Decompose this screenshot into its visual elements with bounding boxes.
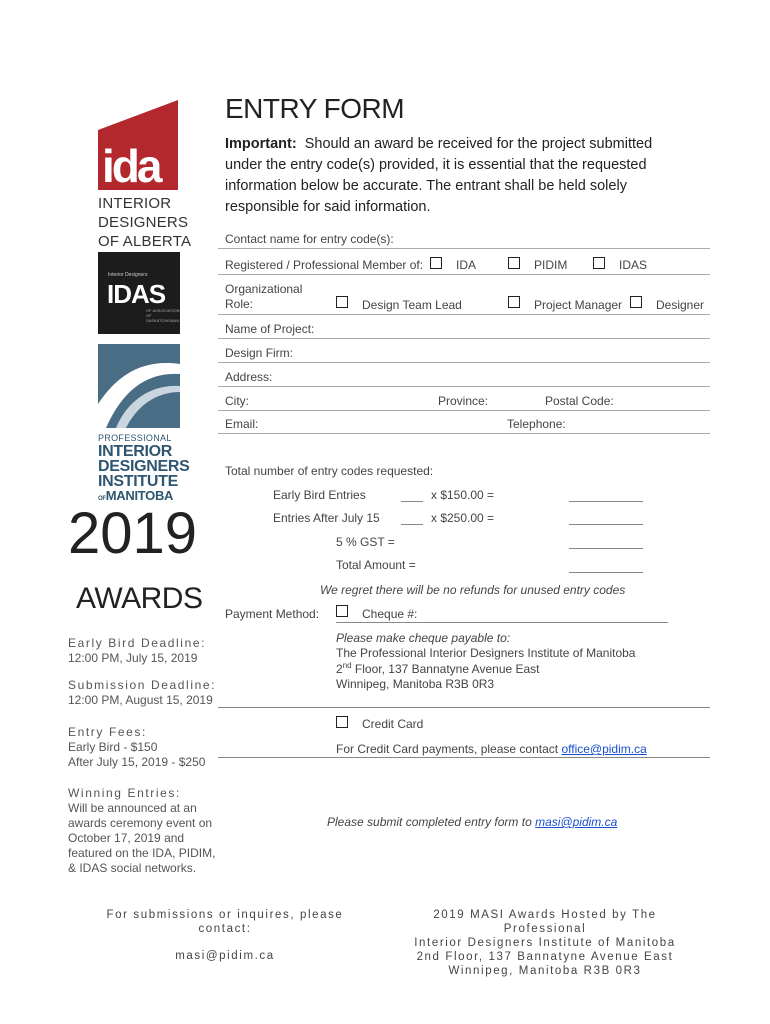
winning-entries-line: & IDAS social networks. — [68, 861, 197, 875]
payee-line: Winnipeg, Manitoba R3B 0R3 — [336, 677, 495, 691]
role-project-manager-label: Project Manager — [534, 298, 623, 312]
footer-host-line: 2019 MASI Awards Hosted by The Professional — [433, 909, 657, 935]
important-text: Should an award be received for the project submitted under the entry code(s) provided, it is essential that the requested information below be accurate. The entrant shall be held solely responsible for said information. — [225, 136, 653, 215]
footer-host — [395, 908, 695, 978]
after-entries-label: Entries After July 15 — [273, 511, 380, 525]
postal-code-label: Postal Code: — [545, 394, 614, 408]
member-ida-checkbox[interactable] — [430, 257, 442, 269]
payee-line: The Professional Interior Designers Institute of Manitoba — [336, 646, 636, 660]
early-bird-entries-label: Early Bird Entries — [273, 488, 366, 502]
form-title: ENTRY FORM — [225, 93, 405, 124]
ida-logo-line: DESIGNERS — [98, 214, 189, 231]
gst-label: 5 % GST = — [336, 535, 395, 549]
telephone-label: Telephone: — [507, 417, 566, 431]
footer-contact-email[interactable]: masi@pidim.ca — [175, 950, 275, 962]
design-firm-field[interactable] — [218, 362, 710, 363]
address-field[interactable] — [218, 386, 710, 387]
early-bird-deadline — [68, 636, 206, 666]
credit-card-checkbox[interactable] — [336, 716, 348, 728]
role-label-line: Organizational — [225, 282, 303, 296]
total-amount-label: Total Amount = — [336, 558, 416, 572]
submission-deadline-heading: Submission Deadline: — [68, 678, 217, 692]
city-label: City: — [225, 394, 249, 408]
role-project-manager-checkbox[interactable] — [508, 296, 520, 308]
cheque-checkbox[interactable] — [336, 605, 348, 617]
member-ida-label: IDA — [456, 258, 477, 272]
cheque-number-field[interactable] — [336, 622, 668, 623]
project-name-field[interactable] — [218, 338, 710, 339]
pidim-logo-text — [98, 432, 190, 506]
payee-line — [336, 661, 540, 676]
ida-logo-line: INTERIOR — [98, 195, 172, 212]
member-label: Registered / Professional Member of: — [225, 258, 424, 272]
footer-contact-heading: For submissions or inquires, please contact: — [106, 909, 344, 935]
important-label: Important: — [225, 136, 297, 152]
divider — [218, 707, 710, 708]
early-bird-price: x $150.00 = — [431, 488, 495, 502]
payment-method-label: Payment Method: — [225, 607, 320, 621]
year-heading: 2019 — [68, 501, 198, 566]
submission-deadline-value: 12:00 PM, August 15, 2019 — [68, 693, 213, 707]
credit-card-info — [336, 742, 647, 756]
footer-host-line: Interior Designers Institute of Manitoba — [414, 937, 676, 949]
cheque-label: Cheque #: — [362, 607, 418, 621]
footer-contact — [80, 908, 370, 963]
early-bird-total-field[interactable] — [569, 501, 643, 502]
entry-fees-line: After July 15, 2019 - $250 — [68, 755, 206, 769]
project-name-label: Name of Project: — [225, 322, 315, 336]
submit-text: Please submit completed entry form to — [327, 815, 536, 829]
pidim-logo-line: INTERIOR — [98, 443, 173, 460]
payee-line2-suffix: nd — [342, 661, 352, 670]
member-idas-checkbox[interactable] — [593, 257, 605, 269]
ida-logo-text — [98, 194, 191, 251]
after-price: x $250.00 = — [431, 511, 495, 525]
gst-field[interactable] — [569, 548, 643, 549]
pidim-logo-line: MANITOBA — [105, 488, 174, 503]
credit-card-label: Credit Card — [362, 717, 424, 731]
early-bird-qty-field[interactable] — [401, 501, 423, 502]
winning-entries-line: Will be announced at an — [68, 801, 197, 815]
winning-entries-line: featured on the IDA, PIDIM, — [68, 846, 216, 860]
idas-logo-small: Interior Designers — [108, 272, 148, 278]
after-qty-field[interactable] — [401, 524, 423, 525]
divider — [218, 314, 710, 315]
pidim-logo-of: OF — [98, 496, 106, 502]
early-bird-deadline-value: 12:00 PM, July 15, 2019 — [68, 651, 198, 665]
role-designer-checkbox[interactable] — [630, 296, 642, 308]
member-idas-label: IDAS — [619, 258, 648, 272]
city-field[interactable] — [218, 410, 710, 411]
cheque-payable-label: Please make cheque payable to: — [336, 631, 511, 645]
member-pidim-checkbox[interactable] — [508, 257, 520, 269]
important-notice — [225, 134, 685, 218]
contact-name-label: Contact name for entry code(s): — [225, 232, 394, 246]
entry-fees — [68, 725, 205, 770]
payee-line2-rest: Floor, 137 Bannatyne Avenue East — [351, 662, 540, 676]
role-label-line: Role: — [225, 297, 254, 311]
ida-logo — [98, 100, 178, 190]
after-total-field[interactable] — [569, 524, 643, 525]
divider — [218, 274, 710, 275]
credit-card-text: For Credit Card payments, please contact — [336, 742, 562, 756]
ida-logo-line: OF ALBERTA — [98, 233, 192, 250]
awards-heading: AWARDS — [76, 582, 203, 615]
entry-fees-heading: Entry Fees: — [68, 725, 147, 739]
winning-entries-line: awards ceremony event on — [68, 816, 213, 830]
credit-card-email-link[interactable]: office@pidim.ca — [561, 742, 647, 756]
idas-logo-sub: OF ASSOCIATION OF SASKATCHEWAN — [146, 308, 180, 323]
early-bird-deadline-heading: Early Bird Deadline: — [68, 636, 207, 650]
role-design-team-lead-label: Design Team Lead — [362, 298, 462, 312]
entry-fees-line: Early Bird - $150 — [68, 740, 158, 754]
submit-instructions — [327, 815, 617, 829]
pidim-logo — [98, 344, 180, 428]
winning-entries-line: October 17, 2019 and — [68, 831, 185, 845]
member-pidim-label: PIDIM — [534, 258, 568, 272]
role-design-team-lead-checkbox[interactable] — [336, 296, 348, 308]
pidim-logo-line: DESIGNERS — [98, 458, 190, 475]
design-firm-label: Design Firm: — [225, 346, 294, 360]
submit-email-link[interactable]: masi@pidim.ca — [535, 815, 618, 829]
submission-deadline — [68, 678, 216, 708]
payee-line2-number: 2 — [336, 662, 343, 676]
pidim-logo-line: INSTITUTE — [98, 473, 178, 490]
total-amount-field[interactable] — [569, 572, 643, 573]
email-field[interactable] — [218, 433, 710, 434]
winning-entries — [68, 786, 215, 876]
footer-host-line: 2nd Floor, 137 Bannatyne Avenue East — [416, 951, 674, 963]
total-codes-label: Total number of entry codes requested: — [225, 464, 434, 478]
winning-entries-heading: Winning Entries: — [68, 786, 181, 800]
email-label: Email: — [225, 417, 259, 431]
pidim-logo-line: PROFESSIONAL — [98, 433, 172, 443]
address-label: Address: — [225, 370, 273, 384]
ida-logo-mark: ida — [102, 140, 160, 190]
role-label — [225, 282, 302, 311]
province-label: Province: — [438, 394, 489, 408]
idas-logo — [98, 252, 180, 334]
contact-name-field[interactable] — [218, 248, 710, 249]
no-refunds-notice: We regret there will be no refunds for unused entry codes — [320, 583, 626, 597]
divider — [218, 757, 710, 758]
footer-host-line: Winnipeg, Manitoba R3B 0R3 — [448, 965, 642, 977]
role-designer-label: Designer — [656, 298, 705, 312]
idas-logo-mark: IDAS — [107, 279, 166, 309]
